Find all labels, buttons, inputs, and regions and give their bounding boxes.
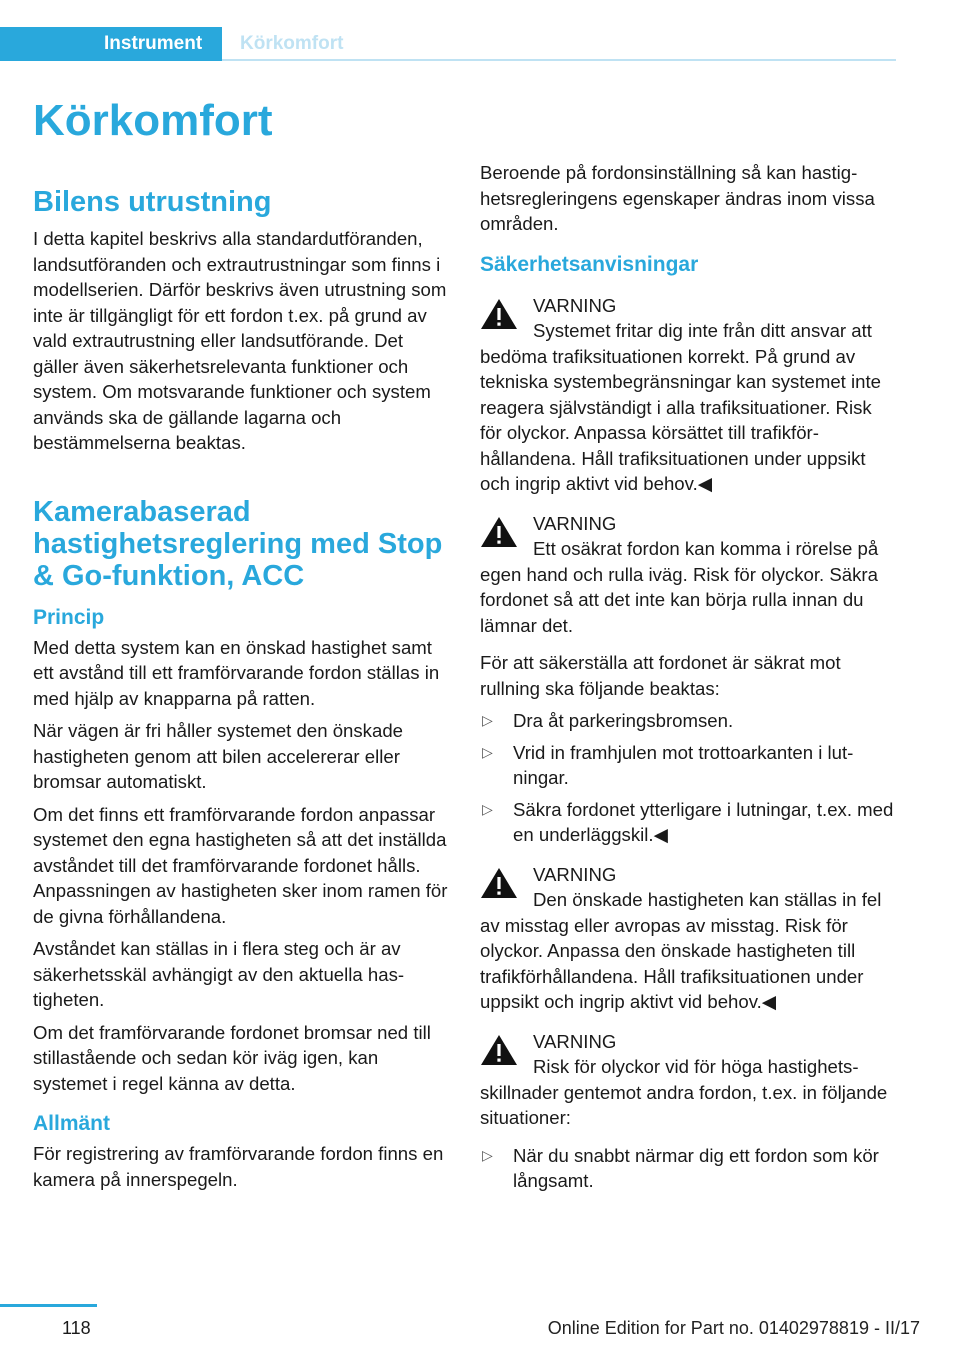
paragraph-equipment: I detta kapitel beskrivs alla standardutföranden, landsutföranden och extrautrustningar som finns i modellserien. Därför beskrivs även utrustning som inte är tillgängligt för ett fordon t.ex. på grund av vald extrautrustning eller landsutförande. Det gäller även säkerhetsrelevanta funktioner och system. Om motsvarande funktioner och system används ska de gällande lagarna och bestämmelserna beaktas. <box>33 228 447 453</box>
paragraph: Om det framförvarande fordonet bromsar ned till stillastående och sedan kör iväg igen, kan systemet i regel känna av detta. <box>33 1021 431 1094</box>
warning-label: VARNING <box>533 294 617 316</box>
list-item-text: När du snabbt närmar dig ett fordon som kör långsamt. <box>513 1144 879 1191</box>
list-item <box>480 740 895 791</box>
warning-block <box>480 862 895 1015</box>
bullet-list-secure <box>480 708 895 848</box>
warning-block <box>480 1029 895 1131</box>
paragraph: När vägen är fri håller systemet den önskade hastigheten genom att bilen accelererar eller bromsar automatiskt. <box>33 720 403 792</box>
warning-label: VARNING <box>533 863 617 885</box>
warning-triangle-icon <box>480 515 518 549</box>
list-item-text: Dra åt parkeringsbromsen. <box>513 710 734 731</box>
warning-block <box>480 511 895 639</box>
heading-safety: Säkerhetsanvisningar <box>480 252 699 276</box>
warning-block <box>480 293 895 497</box>
header-bar <box>0 27 896 61</box>
tab-korkomfort[interactable]: Körkomfort <box>240 33 344 54</box>
list-item <box>480 1143 895 1194</box>
edition-note: Online Edition for Part no. 01402978819 - II/17 <box>547 1318 920 1338</box>
bullet-triangle-icon: ▷ <box>482 800 493 817</box>
left-column <box>33 186 448 1199</box>
warning-text: Systemet fritar dig inte från ditt ansvar att bedöma trafiksituationen korrekt. På grund av tekniska systembegränsningar kan systemet inte reagera självständigt i alla trafiksituationer. Risk för olyckor. Anpassa körsättet till trafikförhållandena. Håll trafiksituationen under uppsikt och ingrip aktivt vid behov.◀ <box>480 320 881 494</box>
heading-princip: Princip <box>33 605 105 629</box>
bullet-triangle-icon: ▷ <box>482 743 493 760</box>
warning-label: VARNING <box>533 1030 617 1052</box>
paragraph-secure: För att säkerställa att fordonet är säkrat mot rullning ska följande beaktas: <box>480 652 841 699</box>
warning-text: Ett osäkrat fordon kan komma i rörelse på egen hand och rulla iväg. Risk för olyckor. Säkra fordonet så att det inte kan börja rulla innan du lämnar det. <box>480 538 879 636</box>
list-item-text: Vrid in framhjulen mot trottoarkanten i lutningar. <box>513 741 854 788</box>
bullet-triangle-icon: ▷ <box>482 1146 493 1163</box>
warning-text: Risk för olyckor vid för höga hastighetsskillnader gentemot andra fordon, t.ex. in följande situationer: <box>480 1056 888 1128</box>
heading-equipment: Bilens utrustning <box>33 186 272 218</box>
paragraph: Med detta system kan en önskad hastighet samt ett avstånd till ett framförvarande fordon ställas in med hjälp av knapparna på ratten. <box>33 636 440 709</box>
heading-allmant: Allmänt <box>33 1112 111 1135</box>
paragraph: För registrering av framförvarande fordon finns en kamera på innerspegeln. <box>33 1143 444 1190</box>
heading-acc: Kamerabaserad hastighetsreglering med Stop & Go-funktion, ACC <box>33 495 443 592</box>
warning-triangle-icon <box>480 1033 518 1067</box>
page-title: Körkomfort <box>33 96 273 145</box>
tab-instrument-label: Instrument <box>104 33 203 54</box>
tab-instrument[interactable] <box>0 27 222 61</box>
paragraph-intro: Beroende på fordonsinställning så kan hastighetsregleringens egenskaper ändras inom vissa områden. <box>480 162 875 234</box>
list-item <box>480 797 895 848</box>
paragraph: Avståndet kan ställas in i flera steg och är av säkerhetsskäl avhängigt av den aktuella hastigheten. <box>33 938 405 1010</box>
bullet-list-speed <box>480 1143 895 1194</box>
warning-triangle-icon <box>480 866 518 900</box>
bullet-triangle-icon: ▷ <box>482 712 493 728</box>
page-number: 118 <box>62 1318 91 1338</box>
warning-label: VARNING <box>533 512 617 534</box>
right-column <box>480 160 895 1202</box>
footer-rule <box>0 1304 97 1307</box>
warning-text: Den önskade hastigheten kan ställas in fel av misstag eller avropas av misstag. Risk för olyckor. Anpassa den önskade hastigheten till trafikförhållandena. Håll trafiksituationen under uppsikt och ingrip aktivt vid behov.◀ <box>480 889 882 1012</box>
header-rule <box>222 59 896 61</box>
list-item <box>480 708 895 734</box>
list-item-text: Säkra fordonet ytterligare i lutningar, t.ex. med en underläggskil.◀ <box>513 798 894 845</box>
warning-triangle-icon <box>480 297 518 331</box>
paragraph: Om det finns ett framförvarande fordon anpassar systemet den egna hastigheten så att det inställda avståndet till det framförvarande fordonet hålls. Anpassningen av hastigheten sker inom ramen för de givna förhållandena. <box>33 803 448 927</box>
